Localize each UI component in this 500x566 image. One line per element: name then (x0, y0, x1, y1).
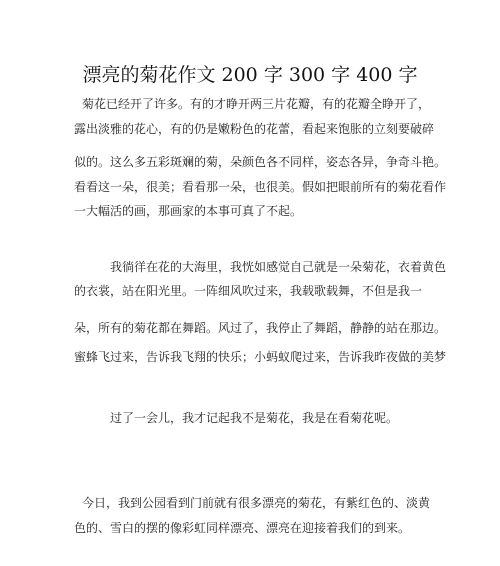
paragraph-line: 朵，所有的菊花都在舞蹈。风过了，我停止了舞蹈，静静的站在那边。 (74, 321, 447, 335)
paragraph-line: 今日，我到公园看到门前就有很多漂亮的菊花，有紫红色的、淡黄 (82, 496, 431, 510)
paragraph-line: 的衣裳，站在阳光里。一阵细风吹过来，我载歌载舞，不但是我一 (74, 284, 423, 298)
paragraph-line: 一大幅活的画，那画家的本事可真了不起。 (74, 204, 303, 218)
paragraph-line: 菊花已经开了许多。有的才睁开两三片花瓣，有的花瓣全睁开了， (82, 97, 431, 111)
paragraph-line: 露出淡雅的花心，有的仍是嫩粉色的花蕾，看起来饱胀的立刻要破碎 (74, 122, 435, 136)
paragraph-line: 看看这一朵，很美；看看那一朵，也很美。假如把眼前所有的菊花看作 (74, 180, 447, 194)
paragraph-line: 我徜徉在花的大海里，我恍如感觉自己就是一朵菊花，衣着黄色 (110, 260, 447, 274)
paragraph-line: 色的、雪白的摆的像彩虹同样漂亮、漂亮在迎接着我们的到来。 (74, 521, 411, 535)
document-title: 漂亮的菊花作文 200 字 300 字 400 字 (82, 64, 418, 86)
paragraph-line: 过了一会儿，我才记起我不是菊花，我是在看菊花呢。 (110, 411, 399, 425)
paragraph-line: 蜜蜂飞过来，告诉我飞翔的快乐；小蚂蚁爬过来，告诉我昨夜做的美梦 (74, 350, 447, 364)
paragraph-line: 似的。这么多五彩斑斓的菊，朵颜色各不同样，姿态各异，争奇斗艳。 (74, 155, 447, 169)
